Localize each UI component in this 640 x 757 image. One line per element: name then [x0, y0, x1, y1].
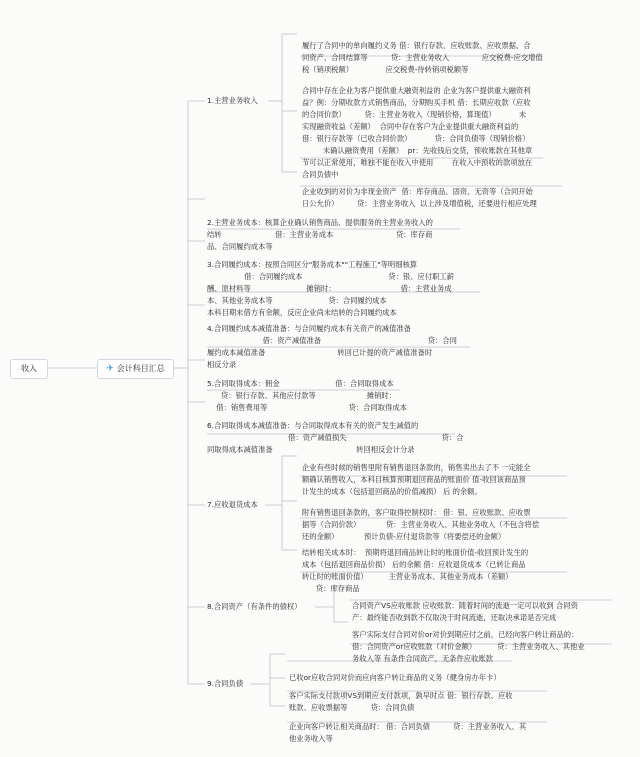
topic-8-child-2[interactable]: 客户实际支付合同对价or对价到期应付之前，已经向客户转让商品的： 借：合同资产or应收账款（对价金额） 贷：主营业务收入、其他业 务收入等 有条件合同资产，无条件应收账款	[352, 630, 585, 663]
topic-1-child-3[interactable]: 企业收到的对价为非现金资产 借：库存商品、固资、无资等（合同开始 日公允价） 贷：主营业务收入 以上涉及增值税，还要进行相应处理	[302, 187, 537, 208]
topic-8-child-1[interactable]: 合同资产VS应收账款 应收账款：随着时间的流逝一定可以收到 合同资 产：最终能否收到款不仅取决于时间流逝，还取决承诺是否完成	[352, 601, 578, 622]
topic-9-child-2[interactable]: 客户实际支付款项VS到期应支付款项，孰早时点 借：银行存款、应收 账款、应收票据等 贷：合同负债	[289, 691, 513, 712]
paper-plane-icon: ✈	[106, 364, 114, 374]
topic-9-child-1[interactable]: 已收or应收合同对价而应向客户转让商品的义务（健身房办年卡）	[289, 673, 501, 682]
topic-7-child-1[interactable]: 企业有些时候的销售里附有销售退回条款的，销售卖出去了不 一定能全 额确认销售收入，本科目核算预期退回商品的账面价 值-收回该商品预 计发生的成本（包括退回商品的价值减损） 后 的余额。	[302, 463, 531, 496]
topic-8[interactable]: 8.合同资产（有条件的债权）	[207, 602, 302, 611]
topic-3[interactable]: 3.合同履约成本：按照合同区分"服务成本""工程施工"等明细核算 借：合同履约成本 贷：银、应付职工薪 酬、原材料等 摊销时： 借：主营业务成 本、其他业务成本等 贷：合同履约成本 本科目期末借方有余额，反应企业尚未结转的合同履约成本	[207, 260, 454, 317]
root-node[interactable]: 收入	[10, 359, 48, 379]
topic-7[interactable]: 7.应收退货成本	[207, 500, 258, 509]
topic-9-child-3[interactable]: 企业向客户转让相关商品时： 借：合同负债 贷：主营业务收入、其 他业务收入等	[289, 722, 527, 743]
topic-7-child-3[interactable]: 结转相关成本时： 预期将退回商品转让时的账面价值-收回预计发生的 成本（包括退回商品价损） 后的余额 借：应收退货成本（已转让商品 转让时的账面价值） 主营业务成本、其他业务成本（差额） 贷：库存商品	[302, 548, 529, 593]
hub-node[interactable]	[97, 359, 174, 379]
hub-label: 会计科目汇总	[116, 364, 165, 373]
topic-4[interactable]: 4.合同履约成本减值准备：与合同履约成本有关资产的减值准备 借：资产减值准备 贷：合同 履约成本减值准备 转回已计提的资产减值准备时 相反分录	[207, 324, 457, 369]
topic-1[interactable]: 1.主营业务收入	[207, 96, 258, 105]
topic-5[interactable]: 5.合同取得成本：佣金 借：合同取得成本 贷：银行存款、其他应付款等 摊销时： 借：销售费用等 贷：合同取得成本	[207, 379, 407, 412]
topic-1-child-2[interactable]: 合同中存在企业为客户提供重大融资利益的 企业为客户提供重大融资利 益？例：分期收款方式销售商品，分期购买手机 借：长期应收款（应收 的合同价款） 贷：主营业务收入（现销价格，算现值） 未 实现融资收益（差额） 合同中存在客户为企业提供重大融资利益的 借：银行存款等（已收合同价款） 贷：合同负债等（现销价格） 未确认融资费用（差额） pr：先收钱后交货，预收账款在其他章 节可以正常使用，唯独不能在收入中使用 在收入中预收的款项放在 合同负债中	[302, 86, 533, 179]
topic-1-child-1[interactable]: 履行了合同中的单向履约义务 借：银行存款、应收账款、应收票据、合 同资产、合同结算等 贷：主营业务收入 应交税费-应交增值 税（销项税额） 应交税费-待转销项税额等	[302, 41, 543, 74]
topic-9[interactable]: 9.合同负债	[207, 679, 244, 688]
topic-2[interactable]: 2.主营业务成本：核算企业确认销售商品、提供服务的主营业务收入的 结转 借：主营业务成本 贷：库存商 品、合同履约成本等	[207, 218, 433, 251]
topic-7-child-2[interactable]: 附有销售退回条款的，客户取得控制权时： 借：银、应收账款、应收票 据等（合同价款） 贷：主营业务收入、其他业务收入（不包含将偿 还的金额） 预计负债-应付退货款等（将要偿还的金额）	[302, 508, 540, 541]
topic-6[interactable]: 6.合同取得成本减值准备：与合同取得成本有关的资产发生减值的 借：资产减值损失 贷：合 同取得成本减值准备 转回相反会计分录	[207, 421, 464, 454]
